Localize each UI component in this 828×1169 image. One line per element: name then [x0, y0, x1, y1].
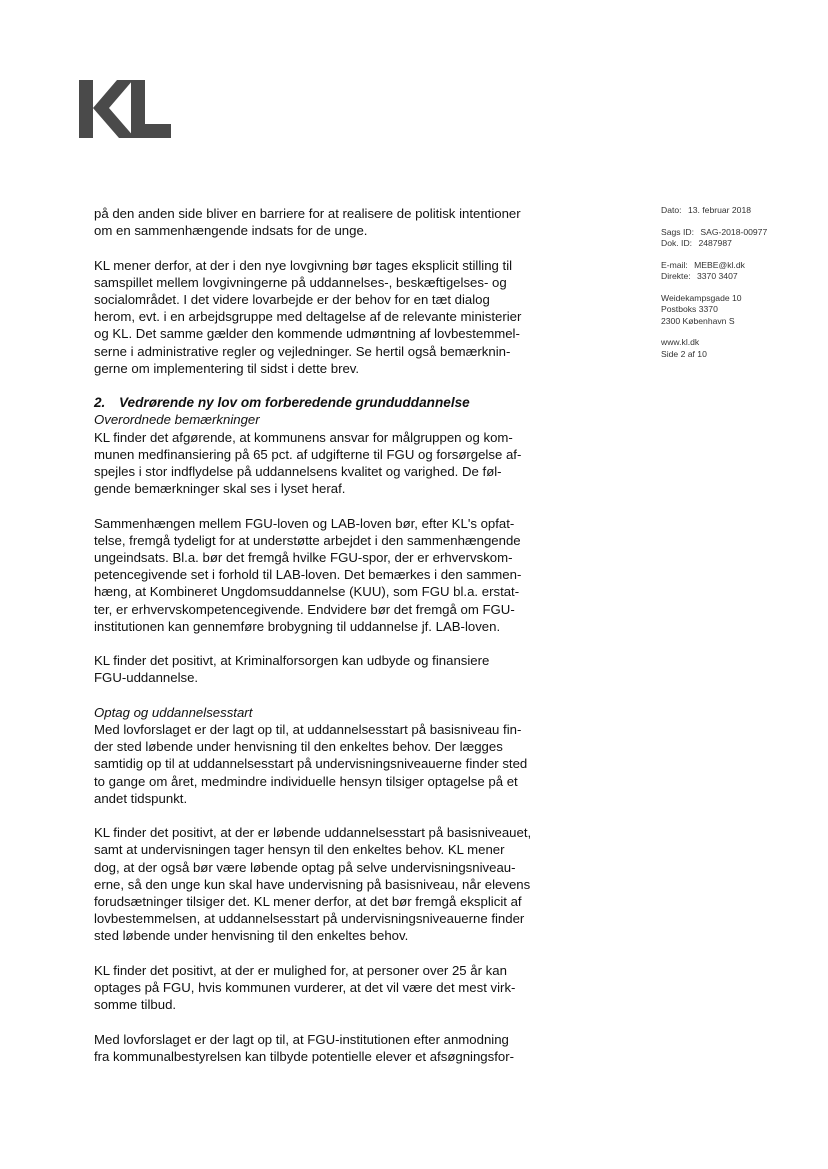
date-label: Dato:	[661, 205, 682, 215]
text-line: samt at undervisningen tager hensyn til den enkeltes behov. KL mener	[94, 842, 505, 858]
text-line: gerne om implementering til sidst i dette brev.	[94, 360, 360, 376]
text-line: fra kommunalbestyrelsen kan tilbyde potentielle elever et afsøgningsfor-	[94, 1048, 515, 1064]
subheading-overordnede: Overordnede bemærkninger	[94, 412, 260, 428]
section-number: 2.	[94, 395, 106, 411]
text-line: to gange om året, medmindre individuelle hensyn tilsiger optagelse på et	[94, 773, 518, 789]
text-line: hæng, at Kombineret Ungdomsuddannelse (KUU), som FGU bl.a. erstat-	[94, 584, 520, 600]
text-line: petencegivende set i forhold til LAB-loven. Det bemærkes i den sammen-	[94, 567, 522, 583]
phone-value: 3370 3407	[697, 271, 738, 281]
text-line: socialområdet. I det videre lovarbejde er der behov for en tæt dialog	[94, 292, 490, 307]
text-line: KL finder det afgørende, at kommunens ansvar for målgruppen og kom-	[94, 429, 513, 445]
text-line: forudsætninger tilsiger det. KL mener derfor, at det bør fremgå eksplicit af	[94, 894, 522, 910]
letter-metadata	[661, 205, 801, 360]
text-line: ter, er erhvervskompetencegivende. Endvidere bør det fremgå om FGU-	[94, 601, 515, 617]
paragraph-3	[94, 429, 556, 498]
text-line: spejles i stor indflydelse på uddannelsens kvalitet og varighed. De føl-	[94, 464, 502, 480]
text-line: andet tidspunkt.	[94, 790, 188, 806]
text-line: Med lovforslaget er der lagt op til, at FGU-institutionen efter anmodning	[94, 1031, 509, 1047]
text-line: samtidig op til at uddannelsesstart på undervisningsniveauerne finder sted	[94, 756, 528, 772]
text-line: Med lovforslaget er der lagt op til, at uddannelsesstart på basisniveau fin-	[94, 722, 522, 738]
doc-id-value: 2487987	[698, 238, 732, 248]
phone-label: Direkte:	[661, 271, 691, 281]
text-line: lovbestemmelsen, at uddannelsesstart på undervisningsniveauerne finder	[94, 911, 525, 927]
date-row	[661, 205, 801, 217]
text-line: telse, fremgå tydeligt for at understøtte arbejdet i den sammenhængende	[94, 532, 521, 548]
text-line: sted løbende under henvisning til den enkeltes behov.	[94, 928, 409, 944]
case-id-value: SAG-2018-00977	[700, 226, 768, 237]
doc-id-label: Dok. ID:	[661, 238, 693, 248]
text-line: Sammenhængen mellem FGU-loven og LAB-loven bør, efter KL's opfat-	[94, 515, 515, 531]
text-line: dog, at der også bør være løbende optag på selve undervisningsniveau-	[94, 859, 516, 875]
page-number: Side 2 af 10	[661, 348, 707, 359]
letter-body	[94, 205, 556, 1082]
text-line: KL finder det positivt, at Kriminalforsorgen kan udbyde og finansiere	[94, 653, 490, 669]
section-heading	[94, 394, 556, 411]
address-line-2: Postboks 3370	[661, 304, 718, 314]
paragraph-2	[94, 257, 556, 377]
text-line: gende bemærkninger skal ses i lyset heraf.	[94, 481, 346, 497]
text-line: erne, så den unge kun skal have undervisning på basisniveau, når elevens	[94, 876, 531, 892]
text-line: institutionen kan gennemføre brobygning til uddannelse jf. LAB-loven.	[94, 618, 501, 634]
case-id-row	[661, 227, 801, 239]
text-line: om en sammenhængende indsats for de unge.	[94, 223, 368, 239]
text-line: på den anden side bliver en barriere for at realisere de politisk intentioner	[94, 206, 521, 221]
paragraph-9	[94, 1031, 556, 1065]
address-line-1: Weidekampsgade 10	[661, 292, 742, 303]
date-value: 13. februar 2018	[687, 205, 752, 215]
text-line: FGU-uddannelse.	[94, 670, 199, 686]
doc-id-row	[661, 238, 801, 250]
section-title: Vedrørende ny lov om forberedende grunduddannelse	[119, 395, 470, 411]
text-line: herom, evt. i en arbejdsgruppe med deltagelse af de relevante ministerier	[94, 309, 522, 325]
text-line: serne i administrative regler og vejledninger. Se hertil også bemærknin-	[94, 343, 511, 359]
paragraph-6	[94, 721, 556, 807]
paragraph-7	[94, 824, 556, 944]
text-line: samspillet mellem lovgivningerne på uddannelses-, beskæftigelses- og	[94, 274, 507, 290]
text-line: KL mener derfor, at der i den nye lovgivning bør tages eksplicit stilling til	[94, 257, 513, 273]
paragraph-4	[94, 515, 556, 635]
text-line: optages på FGU, hvis kommunen vurderer, at det vil være det mest virk-	[94, 980, 516, 996]
case-id-label: Sags ID:	[661, 226, 694, 237]
text-line: KL finder det positivt, at der er løbende uddannelsesstart på basisniveauet,	[94, 825, 532, 841]
text-line: og KL. Det samme gælder den kommende udmøntning af lovbestemmel-	[94, 326, 520, 342]
paragraph-5	[94, 652, 556, 686]
paragraph-8	[94, 962, 556, 1014]
kl-logo	[79, 80, 171, 138]
email-label: E-mail:	[661, 259, 688, 270]
email-row	[661, 260, 801, 272]
website: www.kl.dk	[661, 337, 700, 347]
paragraph-1	[94, 205, 556, 239]
text-line: KL finder det positivt, at der er mulighed for, at personer over 25 år kan	[94, 962, 507, 978]
text-line: der sted løbende under henvisning til den enkeltes behov. Der lægges	[94, 739, 503, 755]
text-line: somme tilbud.	[94, 997, 177, 1013]
text-line: ungeindsats. Bl.a. bør det fremgå hvilke FGU-spor, der er erhvervskom-	[94, 550, 513, 566]
email-value: MEBE@kl.dk	[694, 259, 745, 270]
text-line: munen medfinansiering på 65 pct. af udgifterne til FGU og forsørgelse af-	[94, 446, 522, 462]
subheading-optag: Optag og uddannelsesstart	[94, 704, 253, 720]
phone-row	[661, 271, 801, 283]
address-line-3: 2300 København S	[661, 315, 735, 326]
